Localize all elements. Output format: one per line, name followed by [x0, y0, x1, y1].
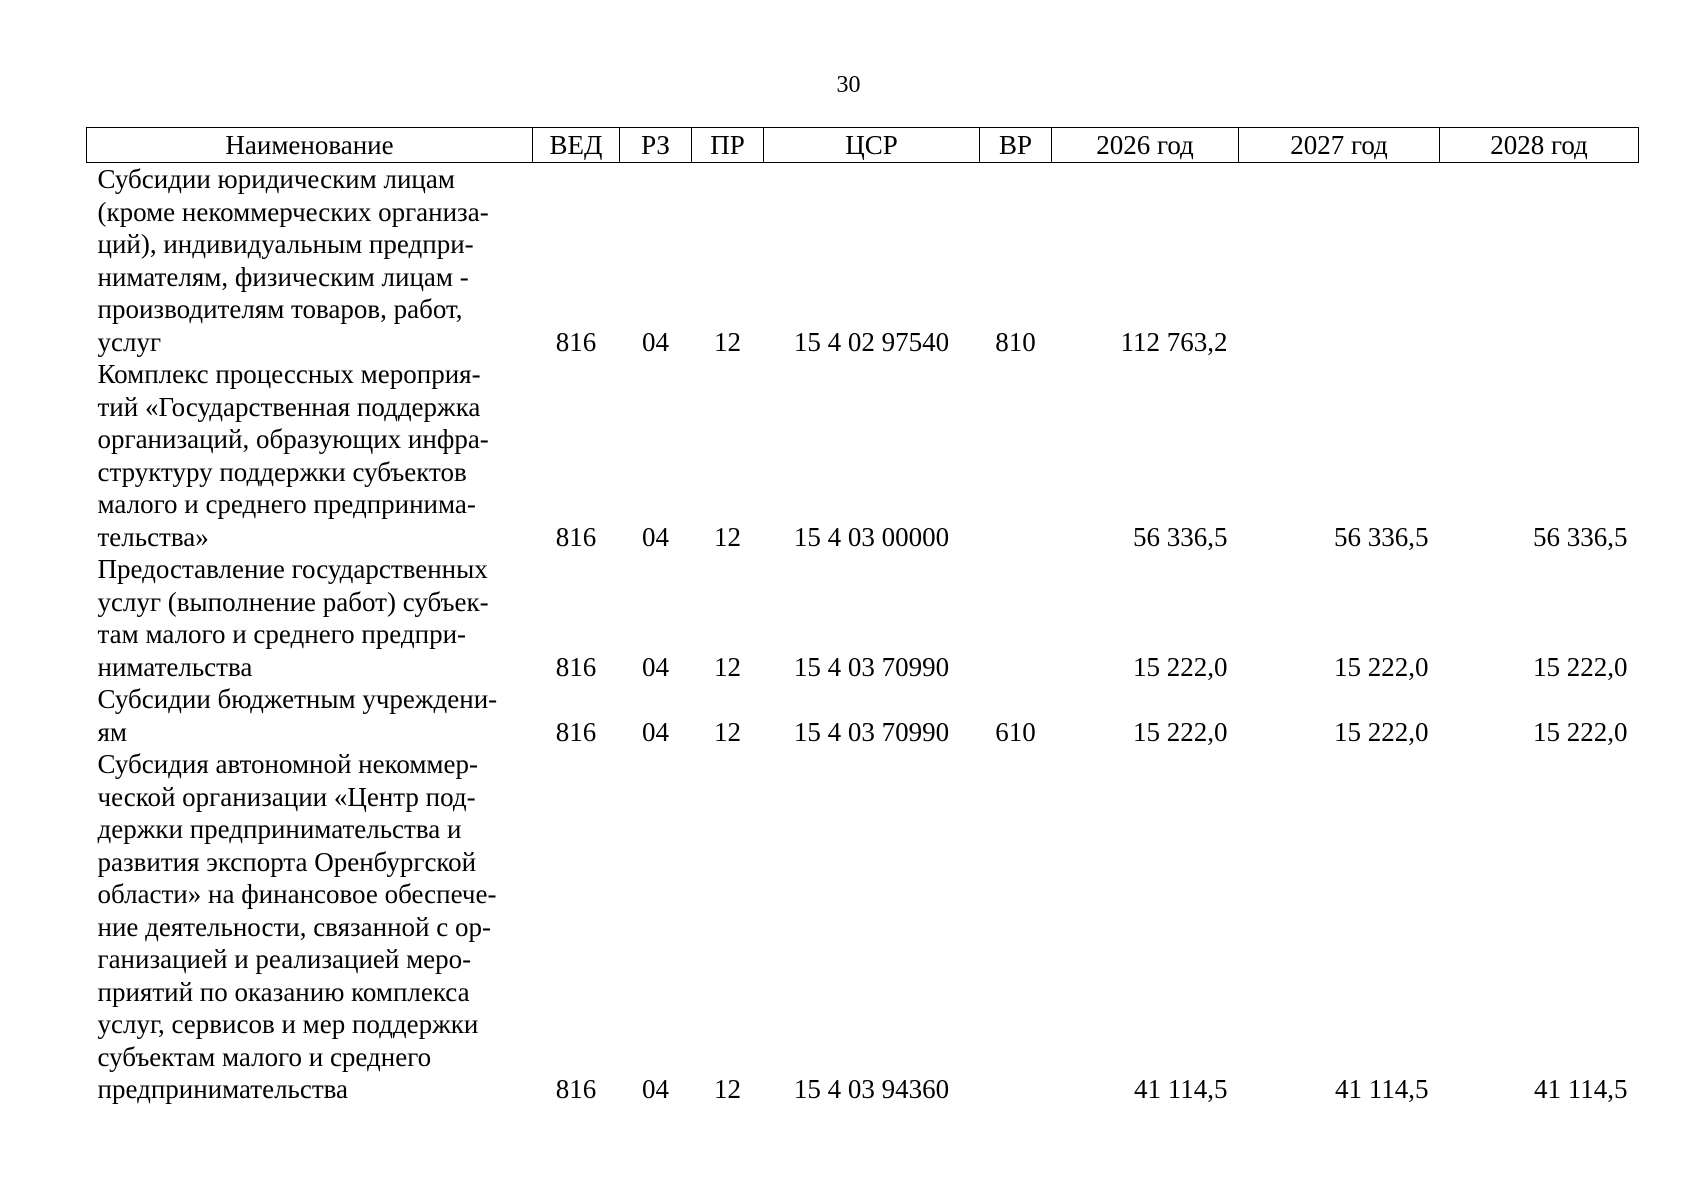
cell-csr: 15 4 02 97540: [793, 326, 950, 357]
cell-pr: 12: [714, 1074, 741, 1104]
table-row: [87, 683, 1639, 748]
cell-ved: 816: [555, 651, 597, 682]
name-line: держки предпринимательства и: [97, 814, 462, 844]
cell-2028: [1440, 163, 1639, 359]
header-2028: 2028 год: [1440, 128, 1639, 163]
header-vr: ВР: [980, 128, 1052, 163]
cell-rz: 04: [642, 716, 669, 747]
name-line: там малого и среднего предпри-: [97, 619, 467, 649]
name-line: Субсидии бюджетным учреждени-: [97, 684, 498, 714]
cell-2027: 56 336,5: [1334, 521, 1429, 552]
name-line: услуг: [97, 326, 162, 357]
cell-vr: [980, 748, 1052, 1106]
name-line: организаций, образующих инфра-: [97, 424, 489, 454]
cell-ved: 816: [555, 521, 597, 552]
header-name: Наименование: [87, 128, 533, 163]
cell-2026: 112 763,2: [1120, 326, 1228, 357]
cell-name: [87, 358, 533, 553]
name-line: Субсидия автономной некоммер-: [97, 749, 478, 779]
cell-pr: 12: [714, 651, 741, 682]
cell-2027: [1239, 163, 1440, 359]
cell-name: [87, 553, 533, 683]
page-number: 30: [836, 72, 861, 98]
header-row: [87, 128, 1639, 163]
table-row: [87, 553, 1639, 683]
cell-pr: 12: [714, 326, 741, 357]
name-line: ганизацией и реализацией меро-: [97, 944, 472, 974]
cell-2027: 41 114,5: [1335, 1074, 1429, 1104]
name-line: Предоставление государственных: [97, 554, 488, 584]
cell-rz: 04: [642, 326, 669, 357]
name-line: малого и среднего предпринима-: [97, 489, 476, 519]
cell-ved: 816: [555, 326, 597, 357]
budget-table: [86, 127, 1639, 1106]
header-2026: 2026 год: [1052, 128, 1239, 163]
cell-2028: 56 336,5: [1533, 521, 1628, 552]
cell-ved: 816: [555, 1074, 597, 1104]
name-line: тий «Государственная поддержка: [97, 391, 481, 422]
table-row: [87, 748, 1639, 1106]
name-line: области» на финансовое обеспече-: [97, 879, 497, 909]
cell-csr: 15 4 03 94360: [793, 1074, 950, 1104]
cell-vr: 810: [995, 326, 1036, 357]
name-line: услуг, сервисов и мер поддержки: [97, 1009, 479, 1039]
cell-name: [87, 748, 533, 1106]
name-line: предпринимательства: [97, 1074, 349, 1104]
cell-rz: 04: [642, 651, 669, 682]
cell-2027: 15 222,0: [1334, 716, 1429, 747]
cell-2026: 15 222,0: [1133, 716, 1228, 747]
name-line: приятий по оказанию комплекса: [97, 976, 470, 1007]
cell-csr: 15 4 03 70990: [793, 651, 950, 682]
name-line: нимателям, физическим лицам -: [97, 261, 469, 292]
name-line: нимательства: [97, 651, 253, 682]
name-line: субъектам малого и среднего: [97, 1041, 432, 1072]
table-row: [87, 163, 1639, 359]
cell-2028: 15 222,0: [1533, 716, 1628, 747]
cell-name: [87, 163, 533, 359]
name-line: (кроме некоммерческих организа-: [97, 196, 489, 227]
header-csr: ЦСР: [764, 128, 980, 163]
cell-2028: 15 222,0: [1533, 651, 1628, 682]
cell-pr: 12: [714, 716, 741, 747]
cell-2026: 56 336,5: [1133, 521, 1228, 552]
cell-2026: 41 114,5: [1134, 1074, 1228, 1104]
table-header: [87, 128, 1639, 163]
name-line: ческой организации «Центр под-: [97, 781, 476, 812]
cell-vr: 610: [995, 716, 1036, 747]
name-line: услуг (выполнение работ) субъек-: [97, 586, 489, 617]
cell-csr: 15 4 03 70990: [793, 716, 950, 747]
name-line: производителям товаров, работ,: [97, 294, 463, 324]
cell-vr: [980, 358, 1052, 553]
name-line: ям: [97, 716, 128, 747]
cell-csr: 15 4 03 00000: [793, 521, 950, 552]
cell-2027: 15 222,0: [1334, 651, 1429, 682]
name-line: структуру поддержки субъектов: [97, 456, 467, 487]
name-line: ций), индивидуальным предпри-: [97, 229, 474, 259]
name-line: ние деятельности, связанной с ор-: [97, 911, 491, 942]
name-line: Субсидии юридическим лицам: [97, 164, 455, 194]
cell-vr: [980, 553, 1052, 683]
header-rz: РЗ: [620, 128, 692, 163]
table-body: [87, 163, 1639, 1106]
header-pr: ПР: [692, 128, 764, 163]
cell-rz: 04: [642, 1074, 669, 1104]
cell-pr: 12: [714, 521, 741, 552]
name-line: Комплекс процессных мероприя-: [97, 359, 481, 389]
cell-ved: 816: [555, 716, 597, 747]
header-ved: ВЕД: [533, 128, 620, 163]
cell-name: [87, 683, 533, 748]
cell-rz: 04: [642, 521, 669, 552]
name-line: развития экспорта Оренбургской: [97, 846, 477, 877]
table-row: [87, 358, 1639, 553]
name-line: тельства»: [97, 521, 209, 552]
header-2027: 2027 год: [1239, 128, 1440, 163]
cell-2026: 15 222,0: [1133, 651, 1228, 682]
cell-2028: 41 114,5: [1534, 1074, 1628, 1104]
